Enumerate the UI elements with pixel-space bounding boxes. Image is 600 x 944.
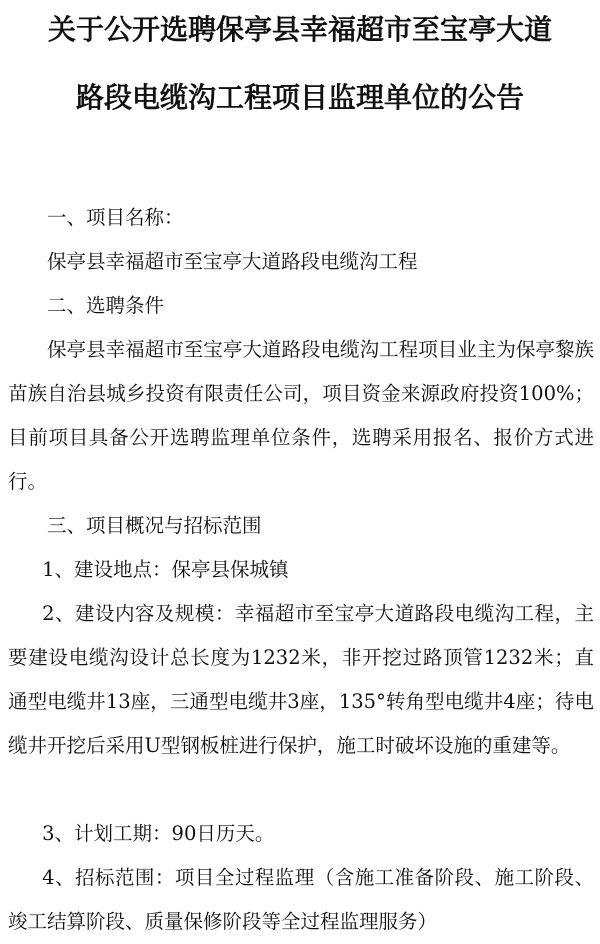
bidding-scope-paragraph: 4、招标范围：项目全过程监理（含施工准备阶段、施工阶段、竣工结算阶段、质量保修阶段等全过程监理服务） (8, 866, 594, 933)
section-heading-conditions: 二、选聘条件 (47, 294, 165, 317)
conditions-paragraph: 保亭县幸福超市至宝亭大道路段电缆沟工程项目业主为保亭黎族苗族自治县城乡投资有限责任公司，项目资金来源政府投资100%；目前项目具备公开选聘监理单位条件，选聘采用报名、报价方式进行。 (8, 338, 594, 493)
section-heading-project-name: 一、项目名称： (47, 206, 184, 229)
project-name-text: 保亭县幸福超市至宝亭大道路段电缆沟工程 (47, 250, 418, 273)
section-heading-overview-scope: 三、项目概况与招标范围 (47, 514, 262, 537)
construction-content-paragraph: 2、建设内容及规模：幸福超市至宝亭大道路段电缆沟工程，主要建设电缆沟设计总长度为1232米，非开挖过路顶管1232米；直通型电缆井13座，三通型电缆井3座，135°转角型电缆井4座；待电缆井开挖后采用U型钢板桩进行保护，施工时破坏设施的重建等。 (8, 602, 594, 757)
announcement-title-line-2: 路段电缆沟工程项目监理单位的公告 (75, 81, 524, 114)
construction-location-text: 1、建设地点：保亭县保城镇 (42, 558, 289, 581)
announcement-title-line-1: 关于公开选聘保亭县幸福超市至宝亭大道 (47, 13, 552, 46)
planned-duration-text: 3、计划工期：90日历天。 (42, 822, 275, 845)
